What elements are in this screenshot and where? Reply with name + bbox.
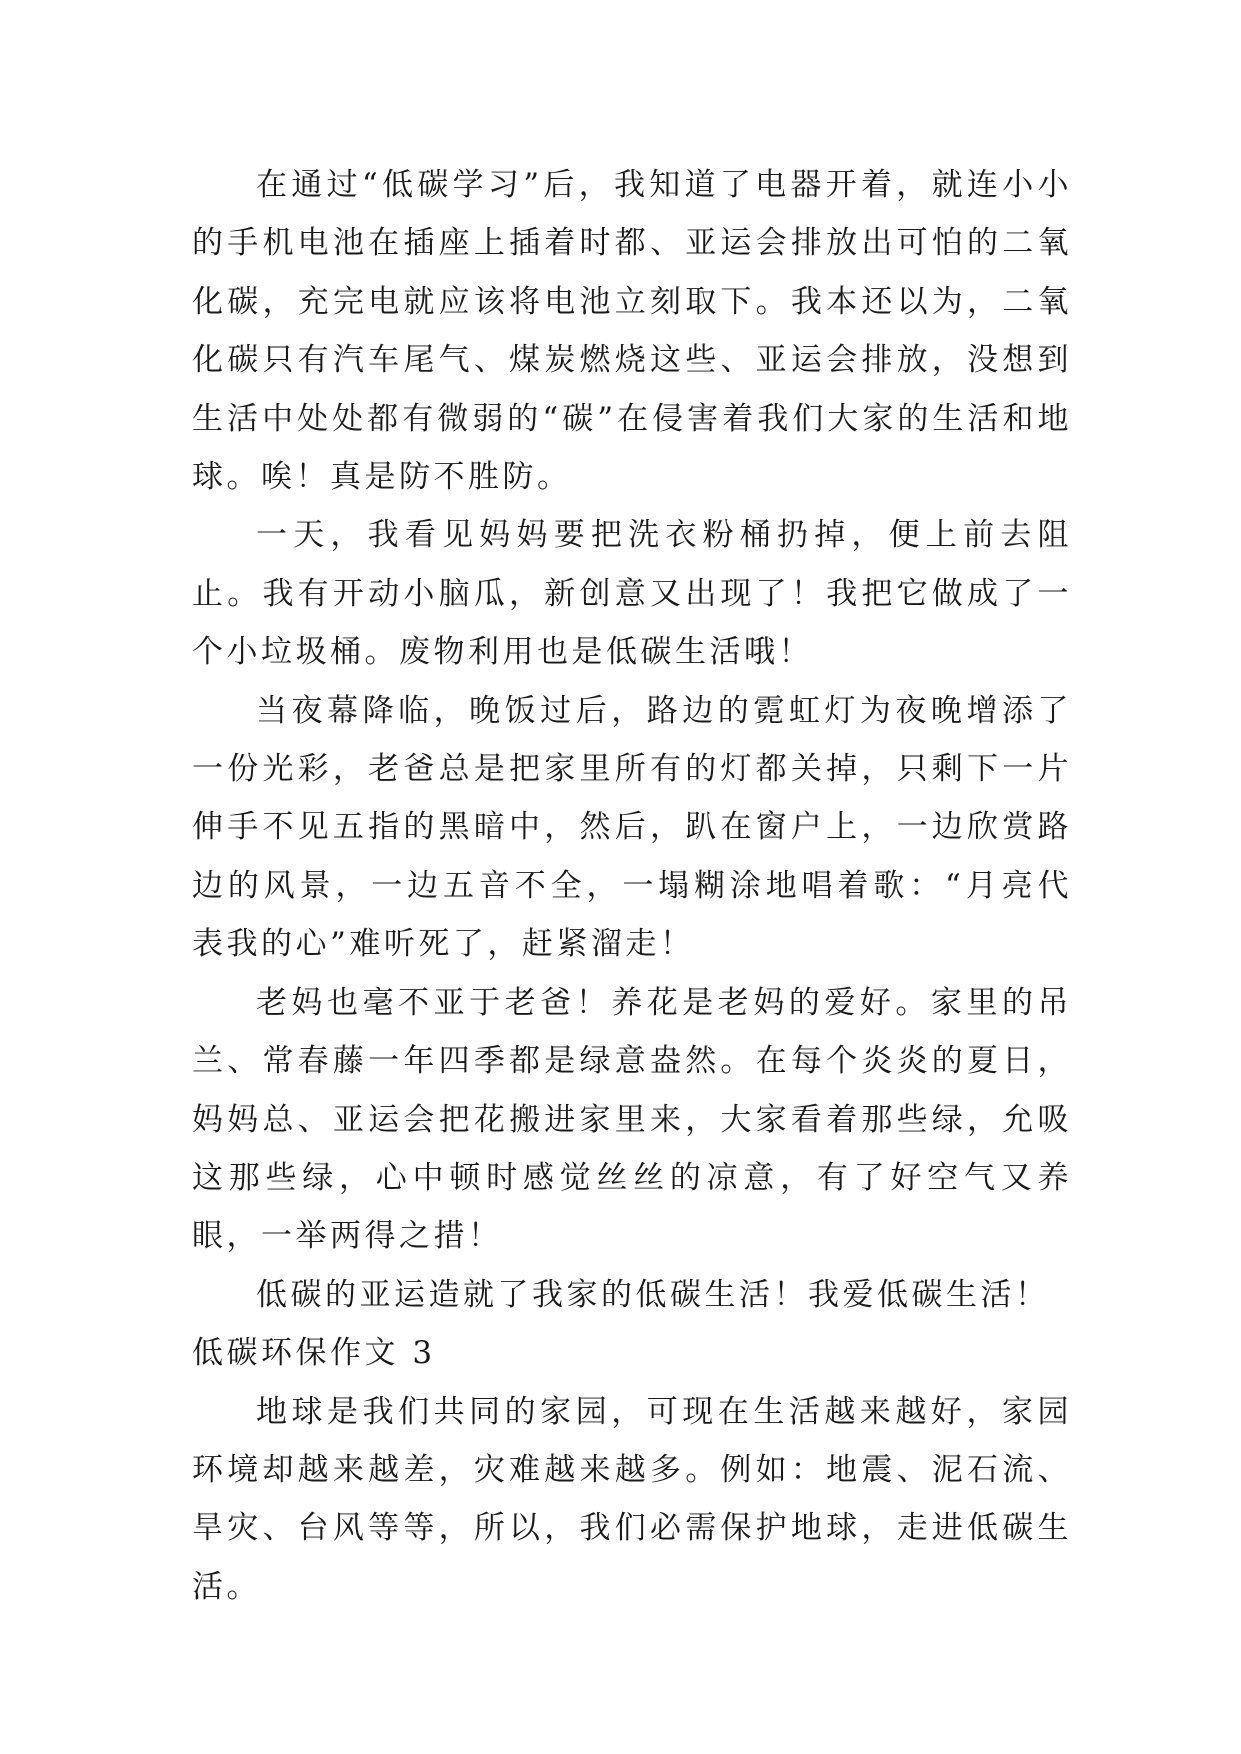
document-body — [192, 156, 1072, 1616]
paragraph-1: 在通过“低碳学习”后，我知道了电器开着，就连小小的手机电池在插座上插着时都、亚运会排放出可怕的二氧化碳，充完电就应该将电池立刻取下。我本还以为，二氧化碳只有汽车尾气、煤炭燃烧这些、亚运会排放，没想到生活中处处都有微弱的“碳”在侵害着我们大家的生活和地球。唉！真是防不胜防。 — [192, 167, 1072, 496]
paragraph-4: 老妈也毫不亚于老爸！养花是老妈的爱好。家里的吊兰、常春藤一年四季都是绿意盎然。在每个炎炎的夏日，妈妈总、亚运会把花搬进家里来，大家看着那些绿，允吸这那些绿，心中顿时感觉丝丝的凉意，有了好空气又养眼，一举两得之措！ — [192, 984, 1072, 1255]
section-heading: 低碳环保作文 3 — [192, 1335, 436, 1372]
paragraph-5: 低碳的亚运造就了我家的低碳生活！我爱低碳生活！ — [256, 1276, 1050, 1313]
paragraph-3: 当夜幕降临，晚饭过后，路边的霓虹灯为夜晚增添了一份光彩，老爸总是把家里所有的灯都关掉，只剩下一片伸手不见五指的黑暗中，然后，趴在窗户上，一边欣赏路边的风景，一边五音不全，一塌糊涂地唱着歌：“月亮代表我的心”难听死了，赶紧溜走！ — [192, 692, 1072, 963]
section-paragraph-1: 地球是我们共同的家园，可现在生活越来越好，家园环境却越来越差，灾难越来越多。例如：地震、泥石流、旱灾、台风等等，所以，我们必需保护地球，走进低碳生活。 — [192, 1393, 1072, 1605]
paragraph-2: 一天，我看见妈妈要把洗衣粉桶扔掉，便上前去阻止。我有开动小脑瓜，新创意又出现了！我把它做成了一个小垃圾桶。废物利用也是低碳生活哦！ — [192, 517, 1072, 671]
